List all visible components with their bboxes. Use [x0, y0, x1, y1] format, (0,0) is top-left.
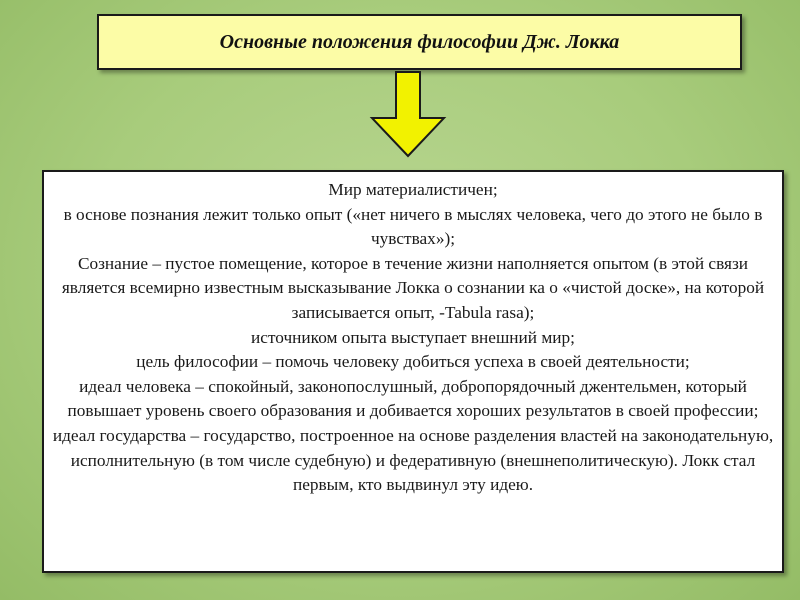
- down-arrow-icon: [368, 70, 448, 160]
- paragraph: Мир материалистичен;: [328, 180, 498, 199]
- slide-title: Основные положения философии Дж. Локка: [219, 30, 620, 53]
- paragraph: в основе познания лежит только опыт («нет ничего в мыслях человека, чего до этого не было в чувствах»);: [63, 204, 763, 249]
- paragraph: идеал государства – государство, построенное на основе разделения властей на законодательную, исполнительную (в том числе судебную) и федеративную (внешнеполитическую). Локк стал первым, кто выдвинул эту идею.: [52, 425, 774, 495]
- paragraph: цель философии – помочь человеку добиться успеха в своей деятельности;: [136, 352, 690, 372]
- paragraph: Сознание – пустое помещение, которое в течение жизни наполняется опытом (в этой связи является всемирно известным высказывание Локка о сознании ка о «чистой доске», на которой записывается опыт, -Tabula rasa);: [61, 253, 765, 322]
- content-box: [42, 170, 784, 573]
- paragraph: источником опыта выступает внешний мир;: [251, 327, 575, 347]
- paragraph: идеал человека – спокойный, законопослушный, добропорядочный джентельмен, который повышает уровень своего образования и добивается хороших результатов в своей профессии;: [67, 376, 759, 421]
- title-box: [97, 14, 742, 70]
- content-text: [52, 178, 774, 498]
